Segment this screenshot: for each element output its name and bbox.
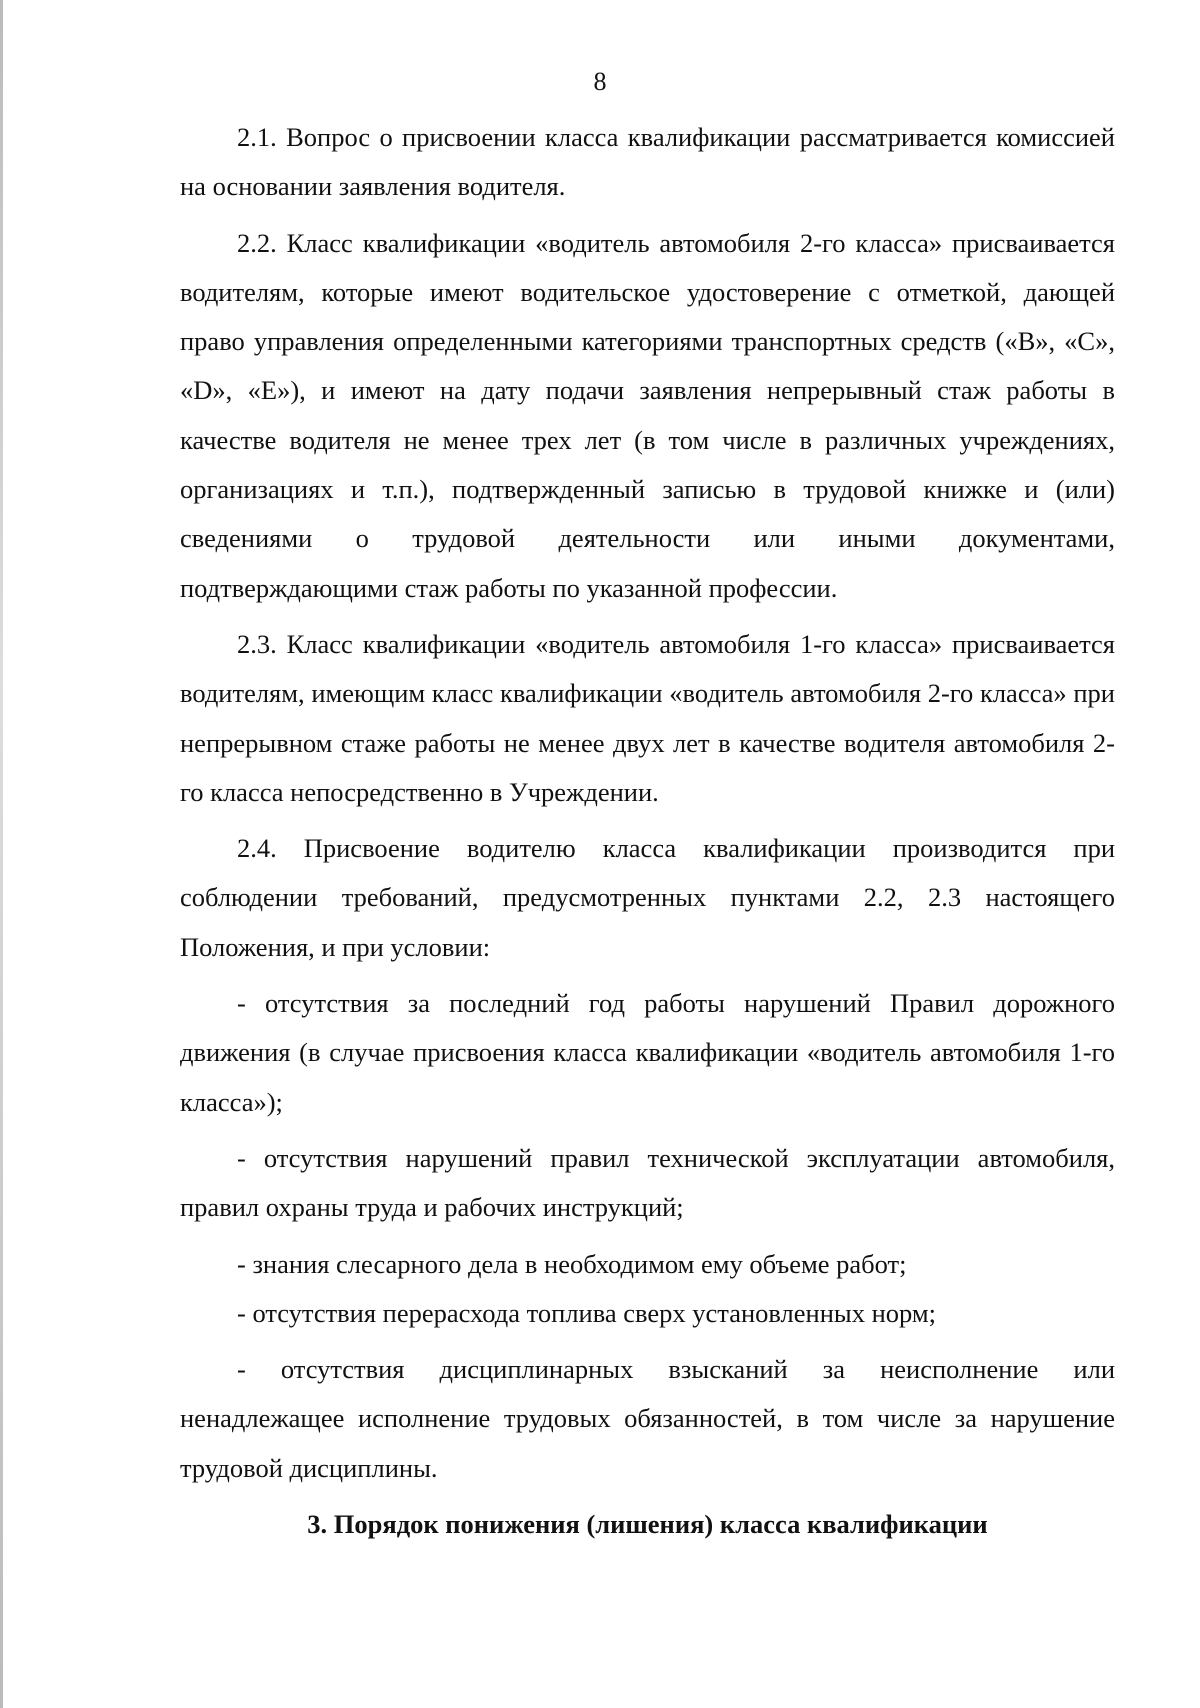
condition-item: - отсутствия перерасхода топлива сверх установленных норм; <box>237 1297 936 1328</box>
paragraph-2-2: 2.2. Класс квалификации «водитель автомобиля 2-го класса» присваивается водителям, которые имеют водительское удостоверение с отметкой, дающей право управления определенными категориями транспортных средств («В», «С», «D», «Е»), и имеют на дату подачи заявления непрерывный стаж работы в качестве водителя не менее трех лет (в том числе в различных учреждениях, организациях и т.п.), подтвержденный записью в трудовой книжке и (или) сведениями о трудовой деятельности или иными документами, подтверждающими стаж работы по указанной профессии. <box>180 227 1115 603</box>
paragraph-2-1: 2.1. Вопрос о присвоении класса квалификации рассматривается комиссией на основании заявления водителя. <box>180 122 1115 202</box>
document-body <box>180 113 1115 1549</box>
condition-item: - знания слесарного дела в необходимом ему объеме работ; <box>237 1248 907 1279</box>
scan-edge <box>0 0 3 1708</box>
section-heading: 3. Порядок понижения (лишения) класса квалификации <box>307 1509 988 1540</box>
page-number: 8 <box>593 67 607 96</box>
paragraph-2-4: 2.4. Присвоение водителю класса квалификации производится при соблюдении требований, предусмотренных пунктами 2.2, 2.3 настоящего Положения, и при условии: <box>180 833 1115 962</box>
condition-item: - отсутствия нарушений правил технической эксплуатации автомобиля, правил охраны труда и рабочих инструкций; <box>180 1142 1115 1223</box>
condition-item: - отсутствия за последний год работы нарушений Правил дорожного движения (в случае присвоения класса квалификации «водитель автомобиля 1-го класса»); <box>180 988 1115 1117</box>
paragraph-2-3: 2.3. Класс квалификации «водитель автомобиля 1-го класса» присваивается водителям, имеющим класс квалификации «водитель автомобиля 2-го класса» при непрерывном стаже работы не менее двух лет в качестве водителя автомобиля 2-го класса непосредственно в Учреждении. <box>180 628 1115 807</box>
condition-item: - отсутствия дисциплинарных взысканий за неисполнение или ненадлежащее исполнение трудовых обязанностей, в том числе за нарушение трудовой дисциплины. <box>180 1354 1115 1483</box>
